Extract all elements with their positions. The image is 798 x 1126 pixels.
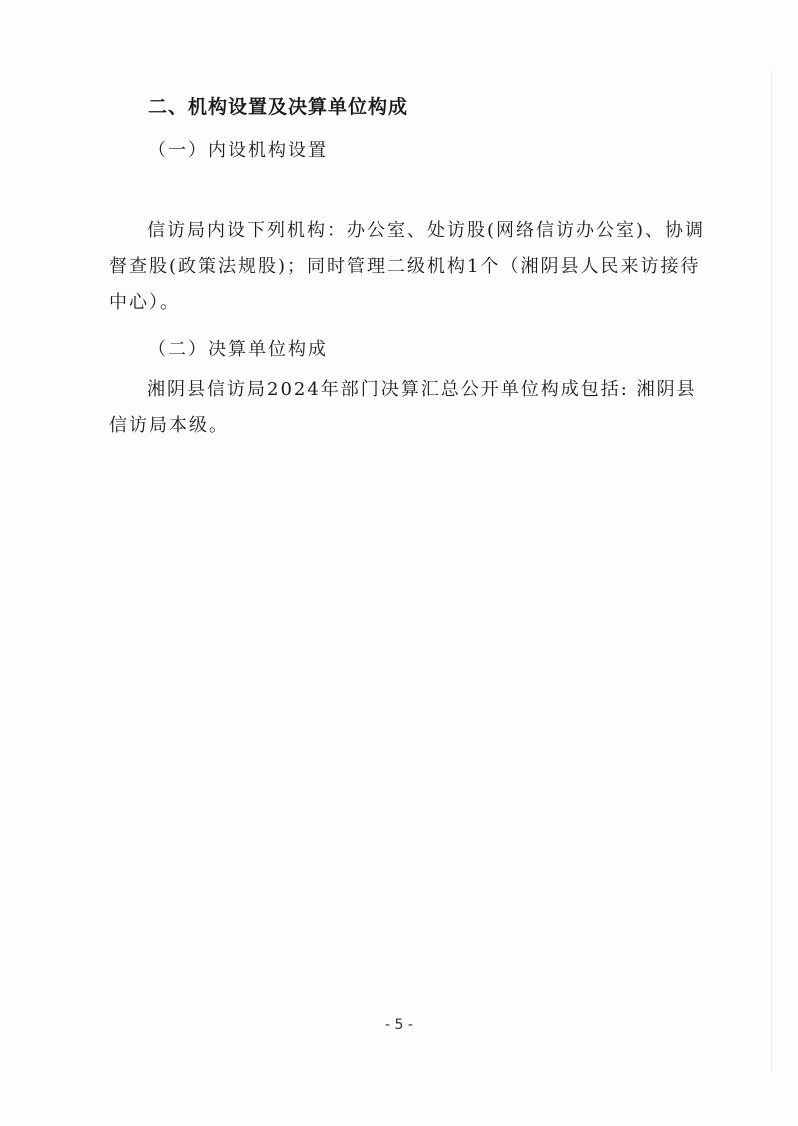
section-heading: 二、机构设置及决算单位构成 xyxy=(148,96,409,118)
subsection-1-title: （一）内设机构设置 xyxy=(148,140,328,161)
subsection-2-title: （二）决算单位构成 xyxy=(148,339,328,360)
scan-edge-line xyxy=(771,70,772,1070)
page-number: - 5 - xyxy=(385,1017,413,1033)
subsection-2-paragraph: 湘阴县信访局2024年部门决算汇总公开单位构成包括: 湘阴县信访局本级。 xyxy=(109,379,697,436)
subsection-1-paragraph: 信访局内设下列机构：办公室、处访股(网络信访办公室)、协调督查股(政策法规股)；同时管理二级机构1个（湘阴县人民来访接待中心）。 xyxy=(109,220,706,313)
